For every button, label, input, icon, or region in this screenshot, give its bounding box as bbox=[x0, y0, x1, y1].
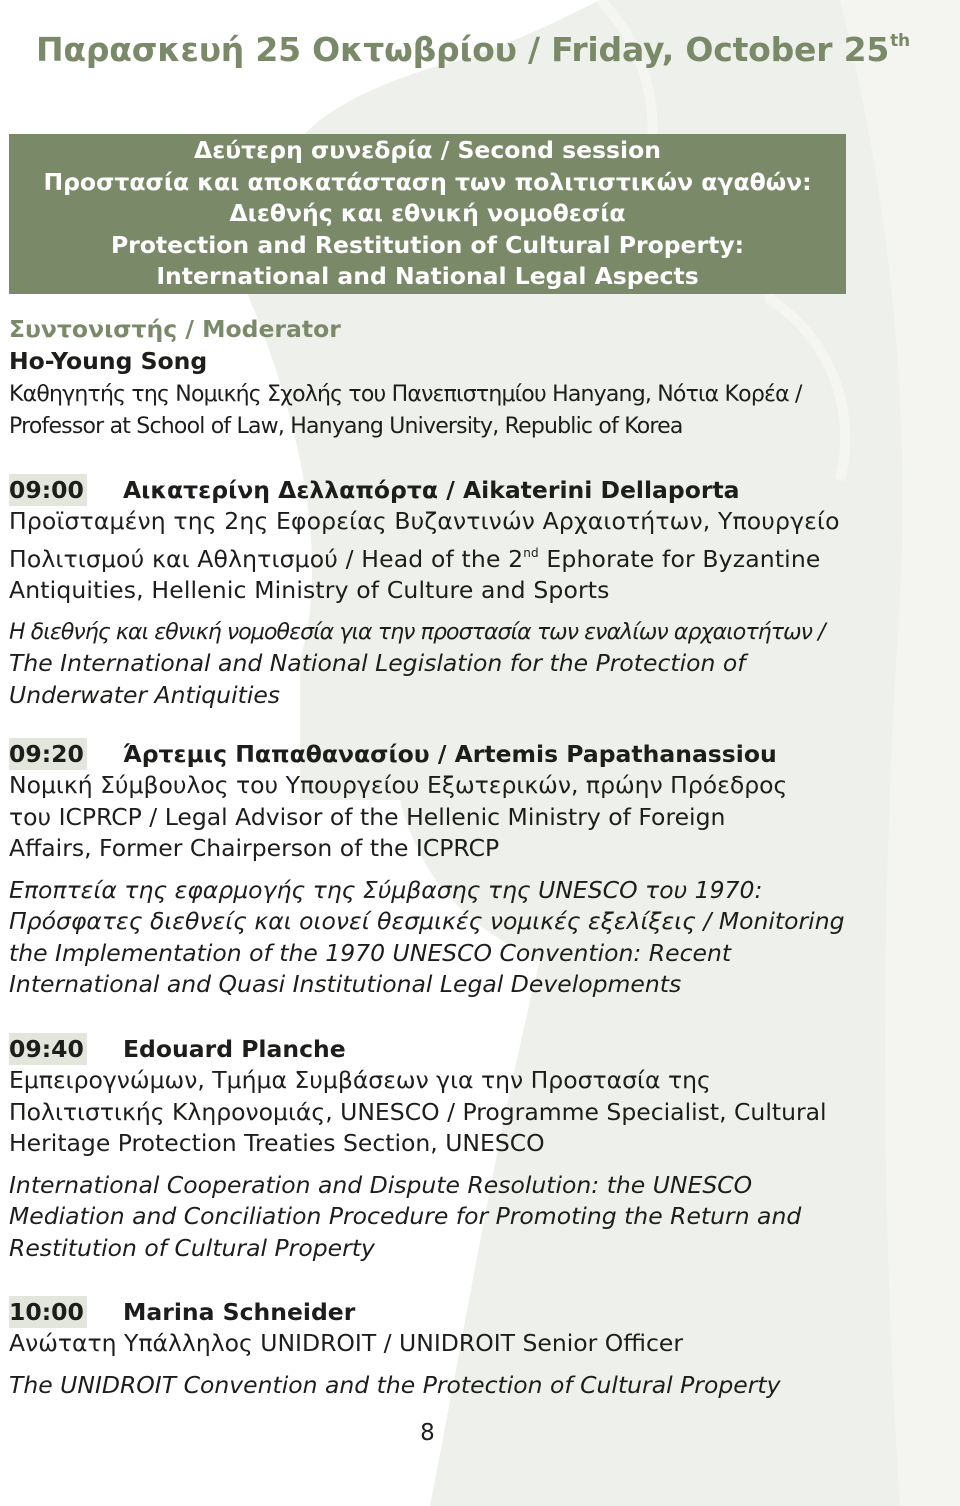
talk-title-line: Restitution of Cultural Property bbox=[9, 1233, 375, 1262]
talk-title-line: The UNIDROIT Convention and the Protection of Cultural Property bbox=[9, 1370, 781, 1399]
talk-title-line: Πρόσφατες διεθνείς και οιονεί θεσμικές νομικές εξελίξεις / Monitoring bbox=[9, 907, 845, 935]
time-badge: 09:20 bbox=[9, 738, 87, 770]
session-line: International and National Legal Aspects bbox=[156, 262, 699, 290]
affiliation-line bbox=[9, 538, 954, 576]
page-title bbox=[36, 30, 910, 69]
moderator-affiliation-line: Καθηγητής της Νομικής Σχολής του Πανεπιστημίου Hanyang, Νότια Κορέα / bbox=[9, 382, 802, 407]
time-badge: 10:00 bbox=[9, 1296, 87, 1328]
speaker-name: Άρτεμις Παπαθανασίου / Artemis Papathanassiou bbox=[123, 740, 777, 768]
affiliation-text: Ephorate for Byzantine bbox=[538, 544, 821, 573]
affiliation-line: Εμπειρογνώμων, Τμήμα Συμβάσεων για την Προστασία της bbox=[9, 1066, 711, 1094]
talk-entry bbox=[9, 1033, 954, 1264]
talk-title-line: Εποπτεία της εφαρμογής της Σύμβασης της UNESCO του 1970: bbox=[9, 875, 763, 904]
ordinal-suffix: nd bbox=[523, 545, 539, 560]
talk-title-line: International Cooperation and Dispute Resolution: the UNESCO bbox=[9, 1170, 753, 1199]
speaker-name: Edouard Planche bbox=[123, 1035, 346, 1063]
talk-header bbox=[9, 738, 954, 770]
speaker-name: Αικατερίνη Δελλαπόρτα / Aikaterini Dellaporta bbox=[123, 476, 740, 504]
talk-title-line: International and Quasi Institutional Legal Developments bbox=[9, 970, 682, 998]
session-line: Προστασία και αποκατάσταση των πολιτιστικών αγαθών: bbox=[43, 167, 812, 196]
moderator-affiliation-line: Professor at School of Law, Hanyang University, Republic of Korea bbox=[9, 414, 683, 439]
speaker-affiliation bbox=[9, 1328, 954, 1360]
talk-entry bbox=[9, 1296, 954, 1401]
time-badge: 09:00 bbox=[9, 474, 87, 506]
session-line: Δεύτερη συνεδρία / Second session bbox=[194, 136, 661, 164]
page-title-ordinal-suffix: th bbox=[890, 31, 910, 51]
affiliation-line: Antiquities, Hellenic Ministry of Culture and Sports bbox=[9, 576, 610, 604]
affiliation-line: του ICPRCP / Legal Advisor of the Hellenic Ministry of Foreign bbox=[9, 802, 726, 831]
talk-title bbox=[9, 617, 954, 712]
speaker-affiliation bbox=[9, 770, 954, 865]
talk-title bbox=[9, 875, 954, 1001]
affiliation-text: Πολιτισμού και Αθλητισμού / Head of the 2 bbox=[9, 544, 524, 573]
talk-header bbox=[9, 474, 954, 506]
affiliation-line: Heritage Protection Treaties Section, UNESCO bbox=[9, 1129, 545, 1157]
speaker-name: Marina Schneider bbox=[123, 1298, 356, 1326]
affiliation-line: Affairs, Former Chairperson of the ICPRCP bbox=[9, 834, 500, 862]
affiliation-line: Πολιτιστικής Κληρονομιάς, UNESCO / Programme Specialist, Cultural bbox=[9, 1097, 827, 1126]
moderator-affiliation bbox=[9, 379, 954, 443]
session-line: Protection and Restitution of Cultural Property: bbox=[110, 230, 745, 259]
moderator-name: Ho-Young Song bbox=[9, 347, 208, 375]
session-banner bbox=[9, 134, 846, 294]
talk-title bbox=[9, 1370, 954, 1402]
talk-title-line: the Implementation of the 1970 UNESCO Convention: Recent bbox=[9, 938, 732, 967]
talk-header bbox=[9, 1033, 954, 1065]
talk-title-line: Mediation and Conciliation Procedure for Promoting the Return and bbox=[9, 1202, 802, 1230]
affiliation-line: Νομική Σύμβουλος του Υπουργείου Εξωτερικών, πρώην Πρόεδρος bbox=[9, 771, 788, 799]
time-badge: 09:40 bbox=[9, 1033, 87, 1065]
speaker-affiliation bbox=[9, 1065, 954, 1160]
talk-title-line: Η διεθνής και εθνική νομοθεσία για την προστασία των εναλίων αρχαιοτήτων / bbox=[9, 619, 825, 645]
page-number: 8 bbox=[420, 1420, 435, 1446]
talk-title-line: The International and National Legislation for the Protection of bbox=[9, 649, 746, 677]
moderator-label: Συντονιστής / Moderator bbox=[9, 315, 341, 343]
speaker-affiliation bbox=[9, 506, 954, 607]
talk-header bbox=[9, 1296, 954, 1328]
affiliation-line: Προϊσταμένη της 2ης Εφορείας Βυζαντινών Αρχαιοτήτων, Υπουργείο bbox=[9, 507, 840, 535]
affiliation-line: Ανώτατη Υπάλληλος UNIDROIT / UNIDROIT Senior Officer bbox=[9, 1329, 684, 1357]
talk-entry bbox=[9, 738, 954, 1001]
session-line: Διεθνής και εθνική νομοθεσία bbox=[229, 199, 626, 227]
talk-title-line: Underwater Antiquities bbox=[9, 680, 281, 709]
page-title-text: Παρασκευή 25 Οκτωβρίου / Friday, October 25 bbox=[36, 30, 890, 69]
talk-entry bbox=[9, 474, 954, 711]
talk-title bbox=[9, 1170, 954, 1265]
